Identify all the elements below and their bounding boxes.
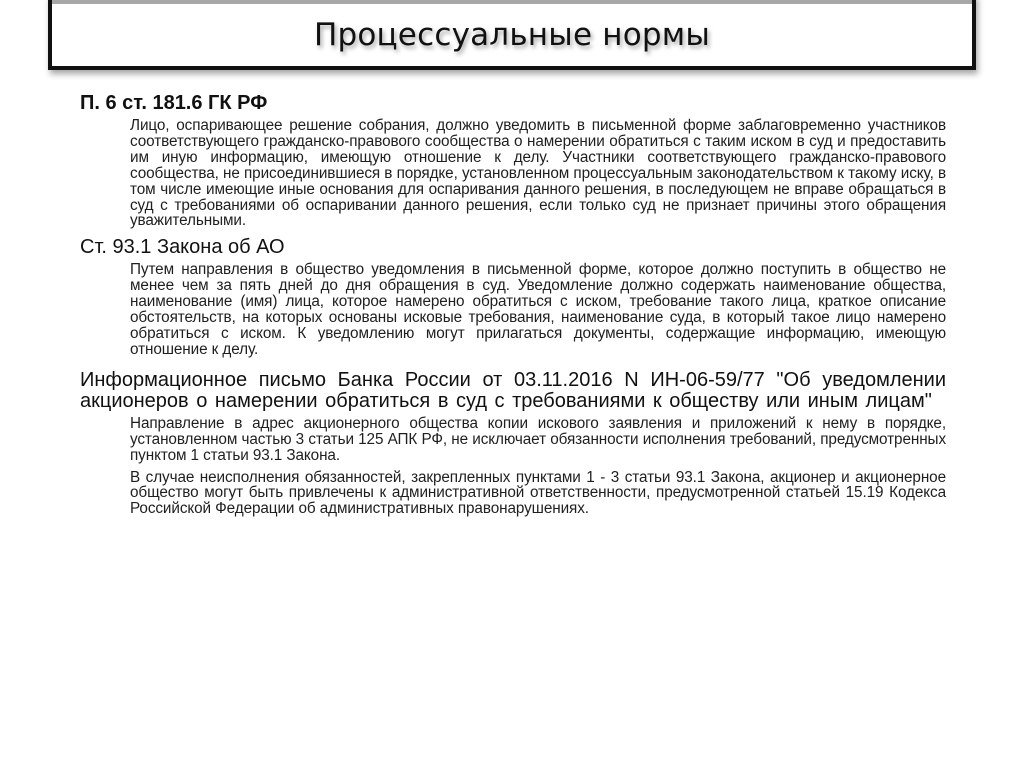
slide-title: Процессуальные нормы <box>313 17 711 53</box>
section-paragraph: В случае неисполнения обязанностей, закрепленных пунктами 1 - 3 статьи 93.1 Закона, акционер и акционерное общество могут быть привлечены к административной ответственности, предусмотренной статьей 15.19 Кодекса Российской Федерации об административных правонарушениях. <box>130 468 946 518</box>
title-top-band <box>52 0 972 4</box>
section-heading: Ст. 93.1 Закона об АО <box>80 236 285 259</box>
section-bank-letter <box>80 370 946 517</box>
title-box <box>48 0 976 70</box>
section-heading: П. 6 ст. 181.6 ГК РФ <box>80 92 268 114</box>
section-paragraph: Путем направления в общество уведомления в письменной форме, которое должно поступить в общество не менее чем за пять дней до дня обращения в суд. Уведомление должно содержать наименование общества, наименование (имя) лица, которое намерено обратиться с иском, требование такого лица, краткое описание обстоятельств, на которых основаны исковые требования, наименование суда, в который такое лицо намерено обратиться с иском. К уведомлению могут прилагаться документы, содержащие информацию, имеющую отношение к делу. <box>130 261 946 358</box>
section-gk-rf <box>80 92 946 229</box>
section-zakon-ob-ao <box>80 236 946 357</box>
slide-content <box>80 92 946 517</box>
section-heading: Информационное письмо Банка России от 03.11.2016 N ИН-06-59/77 "Об уведомлении акционеров о намерении обратиться в суд с требованиями к обществу или иным лицам" <box>80 368 946 412</box>
section-paragraph: Направление в адрес акционерного общества копии искового заявления и приложений к нему в порядке, установленном частью 3 статьи 125 АПК РФ, не исключает обязанности исполнения требований, предусмотренных пунктом 1 статьи 93.1 Закона. <box>130 414 946 464</box>
section-paragraph: Лицо, оспаривающее решение собрания, должно уведомить в письменной форме заблаговременно участников соответствующего гражданско-правового сообщества о намерении обратиться с таким иском в суд и предоставить им иную информацию, имеющую отношение к делу. Участники соответствующего гражданско-правового сообщества, не присоединившиеся в порядке, установленном процессуальным законодательством к такому иску, в том числе имеющие иные основания для оспаривания данного решения, в последующем не вправе обращаться в суд с требованиями об оспаривании данного решения, если только суд не признает причины этого обращения уважительными. <box>130 117 946 230</box>
